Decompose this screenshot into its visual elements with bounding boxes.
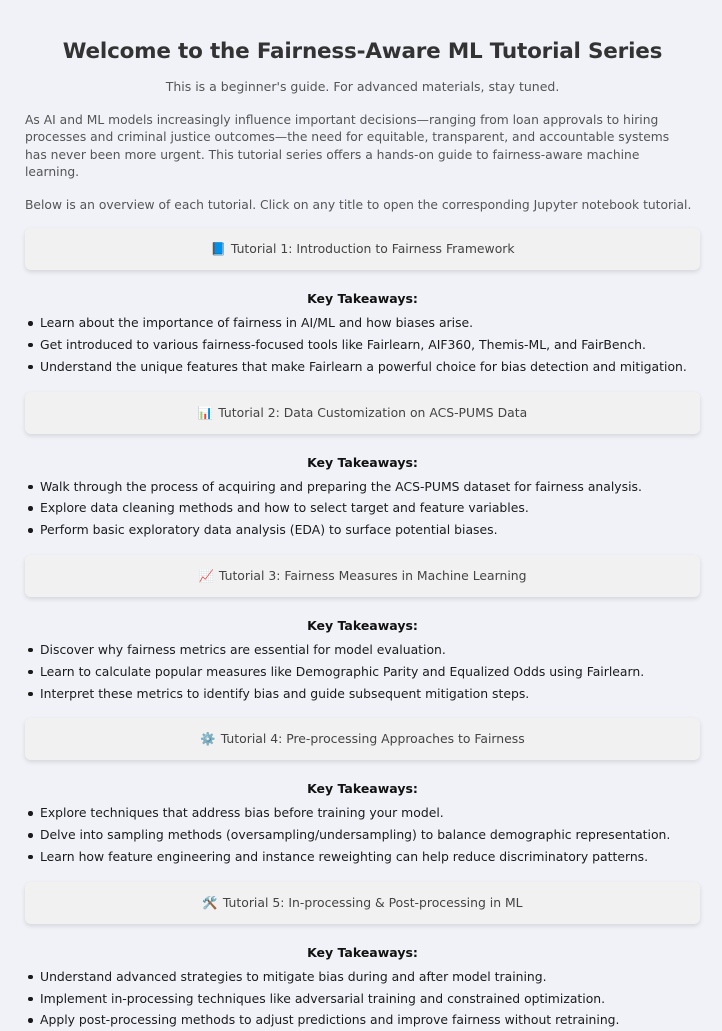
takeaway-item: Explore techniques that address bias before training your model. xyxy=(25,802,700,824)
tutorial-2-link[interactable] xyxy=(25,392,700,434)
takeaways-list xyxy=(25,312,700,377)
takeaways-list xyxy=(25,802,700,867)
tutorial-1-title: Tutorial 1: Introduction to Fairness Framework xyxy=(230,241,515,257)
tutorial-5-link[interactable] xyxy=(25,882,700,924)
takeaway-item: Understand the unique features that make Fairlearn a powerful choice for bias detection and mitigation. xyxy=(25,356,700,378)
takeaway-item: Learn how feature engineering and instance reweighting can help reduce discriminatory patterns. xyxy=(25,846,700,868)
key-takeaways-heading: Key Takeaways: xyxy=(307,454,418,470)
takeaways-list xyxy=(25,639,700,704)
takeaway-item: Discover why fairness metrics are essential for model evaluation. xyxy=(25,639,700,661)
key-takeaways-heading: Key Takeaways: xyxy=(307,617,418,633)
tutorial-1-link[interactable] xyxy=(25,228,700,270)
tutorial-section-3 xyxy=(25,555,700,704)
takeaway-item: Implement in-processing techniques like adversarial training and constrained optimization. xyxy=(25,988,700,1010)
tutorial-section-2 xyxy=(25,392,700,541)
key-takeaways-heading: Key Takeaways: xyxy=(307,944,418,960)
bar-chart-icon: 📊 xyxy=(197,404,214,420)
tutorial-2-title: Tutorial 2: Data Customization on ACS-PUMS Data xyxy=(218,404,528,420)
takeaways-list xyxy=(25,966,700,1031)
takeaway-item: Delve into sampling methods (oversampling/undersampling) to balance demographic representation. xyxy=(25,824,700,846)
takeaway-item: Understand advanced strategies to mitigate bias during and after model training. xyxy=(25,966,700,988)
trend-chart-icon: 📈 xyxy=(198,567,214,583)
tutorial-4-link[interactable] xyxy=(25,718,700,760)
takeaway-item: Interpret these metrics to identify bias and guide subsequent mitigation steps. xyxy=(25,683,700,705)
page-title: Welcome to the Fairness-Aware ML Tutorial Series xyxy=(62,39,663,64)
takeaway-item: Explore data cleaning methods and how to select target and feature variables. xyxy=(25,497,700,519)
tutorial-4-title: Tutorial 4: Pre-processing Approaches to Fairness xyxy=(220,731,525,747)
tutorial-3-link[interactable] xyxy=(25,555,700,597)
takeaway-item: Get introduced to various fairness-focused tools like Fairlearn, AIF360, Themis-ML, and FairBench. xyxy=(25,334,700,356)
gear-icon: ⚙️ xyxy=(200,731,216,747)
tools-icon: 🛠️ xyxy=(202,894,218,910)
intro-paragraph: As AI and ML models increasingly influence important decisions—ranging from loan approvals to hiring processes and criminal justice outcomes—the need for equitable, transparent, and accountable systems has never been more urgent. This tutorial series offers a hands-on guide to fairness-aware machine learning. xyxy=(25,113,670,179)
takeaway-item: Walk through the process of acquiring and preparing the ACS-PUMS dataset for fairness analysis. xyxy=(25,476,700,498)
key-takeaways-heading: Key Takeaways: xyxy=(307,781,418,797)
tutorial-5-title: Tutorial 5: In-processing & Post-processing in ML xyxy=(222,894,523,910)
book-icon: 📘 xyxy=(210,241,226,257)
takeaway-item: Learn to calculate popular measures like Demographic Parity and Equalized Odds using Fairlearn. xyxy=(25,661,700,683)
takeaway-item: Learn about the importance of fairness in AI/ML and how biases arise. xyxy=(25,312,700,334)
tutorial-section-5 xyxy=(25,882,700,1031)
page-subtitle: This is a beginner's guide. For advanced materials, stay tuned. xyxy=(165,79,560,94)
key-takeaways-heading: Key Takeaways: xyxy=(307,291,418,307)
tutorial-section-1 xyxy=(25,228,700,377)
tutorial-section-4 xyxy=(25,718,700,867)
overview-paragraph: Below is an overview of each tutorial. Click on any title to open the corresponding Jupyter notebook tutorial. xyxy=(25,198,692,213)
takeaways-list xyxy=(25,476,700,541)
takeaway-item: Perform basic exploratory data analysis (EDA) to surface potential biases. xyxy=(25,519,700,541)
tutorial-3-title: Tutorial 3: Fairness Measures in Machine Learning xyxy=(218,567,527,583)
takeaway-item: Apply post-processing methods to adjust predictions and improve fairness without retraining. xyxy=(25,1009,700,1031)
